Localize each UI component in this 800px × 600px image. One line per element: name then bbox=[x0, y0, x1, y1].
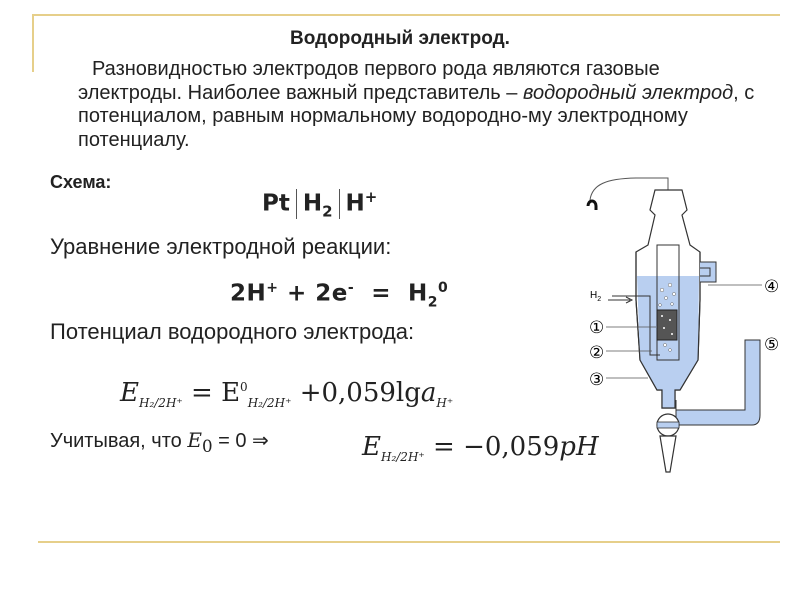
electrode-scheme bbox=[262, 188, 377, 220]
frame-bottom-line bbox=[38, 541, 780, 543]
scheme-gas-sub: 2 bbox=[322, 202, 333, 221]
scheme-metal: Pt bbox=[262, 190, 290, 217]
electrode-reaction bbox=[230, 280, 448, 310]
side-outlet bbox=[700, 262, 716, 282]
equation-title: Уравнение электродной реакции: bbox=[50, 234, 392, 259]
reaction-product-sup: 0 bbox=[438, 280, 449, 296]
intro-text-2: , с потенциалом, равным нормальному водородно-му электродному потенциалу. bbox=[78, 81, 755, 151]
consider-line bbox=[50, 428, 269, 456]
callout-1: ① bbox=[589, 318, 605, 338]
phase-boundary bbox=[339, 189, 340, 219]
callout-2: ② bbox=[589, 343, 605, 363]
formula-e0: = E bbox=[191, 378, 241, 408]
formula-e-sub: H₂/2H⁺ bbox=[138, 396, 183, 410]
frame-top-line bbox=[32, 14, 780, 16]
intro-text-1: Разновидностью электродов первого рода являются газовые электроды. Наиболее важный представитель – bbox=[78, 58, 660, 104]
reaction-ion-sup: + bbox=[266, 280, 279, 296]
ph-formula-rhs: = −0,059 bbox=[433, 432, 560, 462]
consider-e0: E bbox=[187, 428, 202, 452]
formula-e0-sub: H₂/2H⁺ bbox=[247, 396, 292, 410]
reaction-product: H bbox=[408, 280, 428, 307]
reaction-equals: = bbox=[371, 280, 392, 307]
terminal-clip bbox=[588, 201, 596, 210]
platinum-electrode bbox=[657, 310, 677, 340]
reaction-product-sub: 2 bbox=[427, 294, 439, 311]
callout-3: ③ bbox=[589, 370, 605, 390]
consider-text: Учитывая, что bbox=[50, 430, 188, 452]
intro-emphasis: водородный электрод bbox=[522, 81, 734, 104]
h2-label: $H_2$ bbox=[590, 290, 602, 303]
formula-e0-sup: 0 bbox=[240, 380, 248, 394]
nernst-formula bbox=[120, 378, 453, 410]
scheme-ion: H bbox=[345, 190, 365, 217]
ph-formula bbox=[362, 432, 599, 464]
stopcock-bore bbox=[657, 422, 679, 428]
schema-label: Схема: bbox=[50, 172, 112, 192]
scheme-gas: H bbox=[302, 190, 323, 217]
scheme-ion-sup: + bbox=[364, 188, 378, 206]
callout-4: ④ bbox=[764, 277, 780, 297]
slide-title: Водородный электрод. bbox=[290, 28, 510, 49]
intro-paragraph bbox=[78, 58, 768, 152]
reaction-ion: 2H bbox=[230, 280, 267, 307]
formula-activity: a bbox=[420, 378, 437, 408]
ph-formula-e: E bbox=[362, 432, 381, 462]
ph-formula-ph: pH bbox=[559, 432, 599, 462]
formula-log-term: +0,059lg bbox=[299, 378, 421, 408]
consider-rest: = 0 ⇒ bbox=[212, 430, 269, 452]
consider-e0-sub: 0 bbox=[201, 437, 213, 456]
hydrogen-electrode-diagram bbox=[570, 165, 790, 495]
drain-tip bbox=[660, 436, 676, 472]
phase-boundary bbox=[296, 189, 297, 219]
formula-activity-sub: H⁺ bbox=[436, 396, 454, 410]
formula-e: E bbox=[120, 378, 139, 408]
potential-title: Потенциал водородного электрода: bbox=[50, 319, 415, 344]
ph-formula-e-sub: H₂/2H⁺ bbox=[380, 450, 425, 464]
reaction-electron: + 2e bbox=[287, 280, 348, 307]
h2-arrow bbox=[608, 297, 632, 303]
reaction-electron-sup: - bbox=[347, 280, 355, 296]
callout-5: ⑤ bbox=[764, 335, 780, 355]
